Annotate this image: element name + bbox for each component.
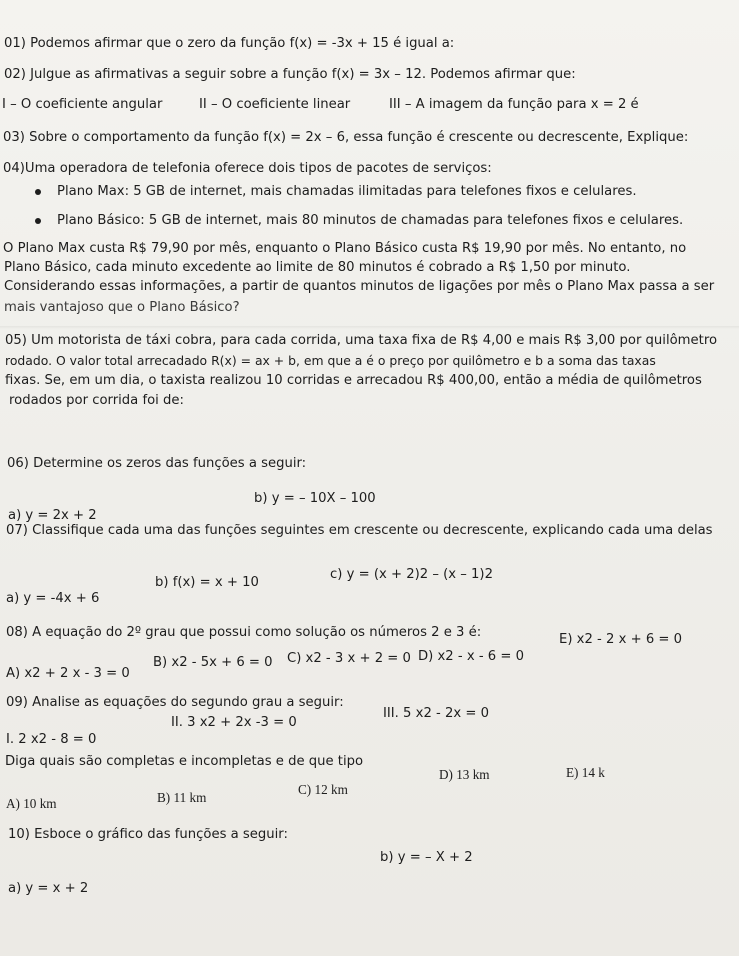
question-02: 02) Julgue as afirmativas a seguir sobre a função f(x) = 3x – 12. Podemos afirmar que: [4, 67, 576, 82]
question-05: 05) Um motorista de táxi cobra, para cada corrida, uma taxa fixa de R$ 4,00 e mais R$ 3,00 por quilômetro [5, 333, 718, 348]
question-08-option-c: C) x2 - 3 x + 2 = 0 [287, 651, 411, 666]
question-08-option-e: E) x2 - 2 x + 6 = 0 [559, 632, 683, 647]
question-08-option-b: B) x2 - 5x + 6 = 0 [153, 655, 273, 670]
question-07: 07) Classifique cada uma das funções seguintes em crescente ou decrescente, explicando cada uma delas [6, 523, 713, 538]
bullet-icon [35, 218, 41, 224]
question-06-b: b) y = – 10X – 100 [254, 491, 376, 506]
question-09-item-i: I. 2 x2 - 8 = 0 [6, 732, 97, 747]
question-04-paragraph: Plano Básico, cada minuto excedente ao limite de 80 minutos é cobrado a R$ 1,50 por minuto. [4, 260, 631, 275]
page-fold [0, 326, 739, 329]
bullet-icon [35, 189, 41, 195]
question-07-c: c) y = (x + 2)2 – (x – 1)2 [330, 567, 493, 582]
question-04: 04)Uma operadora de telefonia oferece dois tipos de pacotes de serviços: [3, 161, 492, 176]
question-01: 01) Podemos afirmar que o zero da função f(x) = -3x + 15 é igual a: [4, 36, 455, 51]
question-05: rodado. O valor total arrecadado R(x) = ax + b, em que a é o preço por quilômetro e b a soma das taxas [5, 353, 656, 368]
question-02-item-ii: II – O coeficiente linear [199, 97, 351, 112]
question-09-item-iii: III. 5 x2 - 2x = 0 [383, 706, 489, 721]
question-05: fixas. Se, em um dia, o taxista realizou 10 corridas e arrecadou R$ 400,00, então a média de quilômetros [5, 373, 702, 388]
question-04-paragraph: O Plano Max custa R$ 79,90 por mês, enquanto o Plano Básico custa R$ 19,90 por mês. No entanto, no [3, 241, 687, 256]
question-04-plan-max: Plano Max: 5 GB de internet, mais chamadas ilimitadas para telefones fixos e celulares. [57, 184, 637, 199]
question-09-followup: Diga quais são completas e incompletas e de que tipo [5, 754, 364, 769]
question-06: 06) Determine os zeros das funções a seguir: [7, 456, 307, 471]
question-04-plan-basic: Plano Básico: 5 GB de internet, mais 80 minutos de chamadas para telefones fixos e celulares. [57, 213, 684, 228]
question-02-item-iii: III – A imagem da função para x = 2 é [389, 97, 639, 112]
question-04-paragraph: mais vantajoso que o Plano Básico? [4, 300, 240, 315]
question-10: 10) Esboce o gráfico das funções a seguir: [8, 827, 288, 842]
question-07-b: b) f(x) = x + 10 [155, 575, 259, 590]
question-09: 09) Analise as equações do segundo grau a seguir: [6, 695, 344, 710]
question-10-b: b) y = – X + 2 [380, 850, 473, 865]
question-06-a: a) y = 2x + 2 [8, 508, 97, 523]
question-09-option-d: D) 13 km [439, 767, 490, 782]
question-02-item-i: I – O coeficiente angular [2, 97, 163, 112]
question-08-option-d: D) x2 - x - 6 = 0 [418, 649, 524, 664]
question-03: 03) Sobre o comportamento da função f(x) = 2x – 6, essa função é crescente ou decrescente, Explique: [3, 130, 689, 145]
question-04-paragraph: Considerando essas informações, a partir de quantos minutos de ligações por mês o Plano Max passa a ser [4, 279, 715, 294]
question-09-option-b: B) 11 km [157, 790, 207, 805]
question-05: rodados por corrida foi de: [9, 393, 184, 408]
question-09-option-e: E) 14 k [566, 765, 605, 780]
question-09-option-a: A) 10 km [6, 796, 57, 811]
question-07-a: a) y = -4x + 6 [6, 591, 100, 606]
question-09-option-c: C) 12 km [298, 782, 348, 797]
question-09-item-ii: II. 3 x2 + 2x -3 = 0 [171, 715, 297, 730]
question-10-a: a) y = x + 2 [8, 881, 89, 896]
question-08: 08) A equação do 2º grau que possui como solução os números 2 e 3 é: [6, 625, 482, 640]
question-08-option-a: A) x2 + 2 x - 3 = 0 [6, 666, 130, 681]
